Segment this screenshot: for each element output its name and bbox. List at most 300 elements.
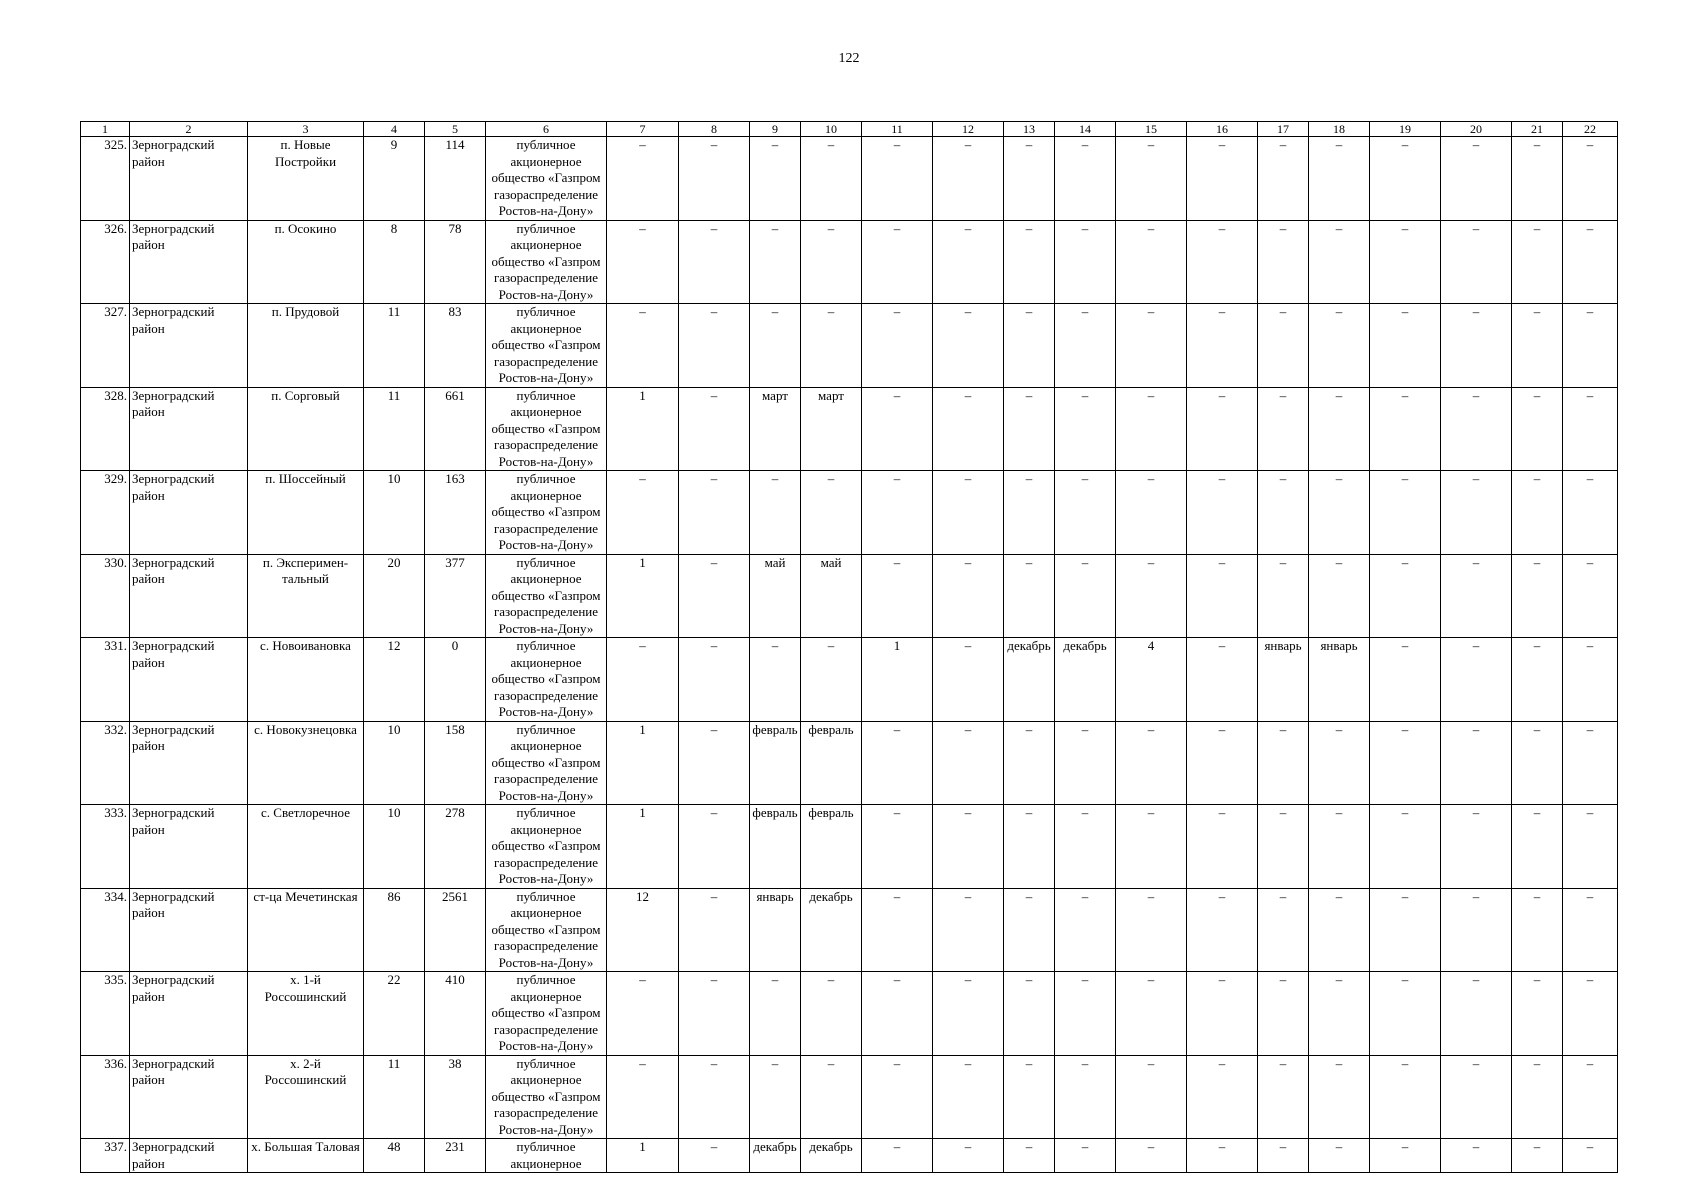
table-cell: – <box>1116 554 1187 638</box>
table-cell: – <box>862 1055 933 1139</box>
table-cell: 11 <box>364 1055 425 1139</box>
table-cell: – <box>1004 387 1055 471</box>
table-cell: – <box>1370 471 1441 555</box>
table-cell: – <box>1441 554 1512 638</box>
table-cell: – <box>1370 1055 1441 1139</box>
table-cell: – <box>1370 805 1441 889</box>
table-cell: публичное акционерное общество «Газпром газораспределение Ростов-на-Дону» <box>486 972 607 1056</box>
table-row <box>81 1055 1618 1139</box>
table-cell: 1 <box>607 805 679 889</box>
table-cell: – <box>1004 137 1055 221</box>
table-cell: Зерноградский район <box>130 638 248 722</box>
table-cell: 78 <box>425 220 486 304</box>
table-cell: – <box>607 137 679 221</box>
table-cell: – <box>801 220 862 304</box>
table-cell: – <box>1370 220 1441 304</box>
table-cell: – <box>1563 805 1618 889</box>
table-cell: – <box>1055 888 1116 972</box>
table-row <box>81 721 1618 805</box>
table-cell: Зерноградский район <box>130 471 248 555</box>
table-cell: 333. <box>81 805 130 889</box>
table-cell: – <box>1512 137 1563 221</box>
table-cell: – <box>1258 721 1309 805</box>
table-cell: 8 <box>364 220 425 304</box>
table-cell: – <box>1563 888 1618 972</box>
table-cell: – <box>1309 220 1370 304</box>
table-cell: ст-ца Мечетинская <box>248 888 364 972</box>
table-cell: – <box>1370 721 1441 805</box>
table-row <box>81 220 1618 304</box>
table-cell: – <box>1563 471 1618 555</box>
table-cell: – <box>1370 1139 1441 1173</box>
table-cell: – <box>1309 137 1370 221</box>
table-cell: – <box>1187 805 1258 889</box>
table-cell: – <box>1563 137 1618 221</box>
table-cell: – <box>1055 220 1116 304</box>
table-cell: – <box>933 137 1004 221</box>
table-cell: – <box>1512 1139 1563 1173</box>
table-cell: публичное акционерное общество «Газпром газораспределение Ростов-на-Дону» <box>486 1055 607 1139</box>
column-header: 1 <box>81 122 130 137</box>
table-cell: – <box>862 387 933 471</box>
table-cell: – <box>1004 304 1055 388</box>
table-cell: – <box>1116 1055 1187 1139</box>
table-cell: – <box>862 972 933 1056</box>
table-cell: Зерноградский район <box>130 137 248 221</box>
header-row <box>81 122 1618 137</box>
column-header: 3 <box>248 122 364 137</box>
table-row <box>81 805 1618 889</box>
table-cell: Зерноградский район <box>130 888 248 972</box>
table-cell: 12 <box>607 888 679 972</box>
table-cell: Зерноградский район <box>130 1055 248 1139</box>
table-cell: – <box>1441 387 1512 471</box>
table-cell: 2561 <box>425 888 486 972</box>
table-cell: – <box>1563 1055 1618 1139</box>
table-cell: – <box>933 1055 1004 1139</box>
table-cell: – <box>1004 1139 1055 1173</box>
table-cell: – <box>750 638 801 722</box>
table-cell: публичное акционерное <box>486 1139 607 1173</box>
table-cell: – <box>1441 805 1512 889</box>
table-cell: – <box>1187 638 1258 722</box>
table-cell: – <box>1258 471 1309 555</box>
table-cell: – <box>1055 972 1116 1056</box>
table-cell: 48 <box>364 1139 425 1173</box>
table-cell: – <box>1309 471 1370 555</box>
table-cell: – <box>1563 721 1618 805</box>
table-cell: январь <box>750 888 801 972</box>
table-cell: – <box>1055 721 1116 805</box>
column-header: 12 <box>933 122 1004 137</box>
table-cell: – <box>1187 888 1258 972</box>
table-cell: 326. <box>81 220 130 304</box>
table-cell: 325. <box>81 137 130 221</box>
table-cell: 163 <box>425 471 486 555</box>
table-cell: – <box>1187 137 1258 221</box>
table-cell: – <box>862 304 933 388</box>
table-cell: – <box>1116 1139 1187 1173</box>
table-cell: – <box>801 972 862 1056</box>
table-cell: 10 <box>364 805 425 889</box>
column-header: 19 <box>1370 122 1441 137</box>
table-cell: – <box>862 805 933 889</box>
table-cell: Зерноградский район <box>130 554 248 638</box>
table-cell: – <box>1187 554 1258 638</box>
table-cell: – <box>1055 471 1116 555</box>
table-cell: – <box>1004 805 1055 889</box>
table-cell: – <box>933 554 1004 638</box>
table-cell: декабрь <box>1004 638 1055 722</box>
table-cell: март <box>801 387 862 471</box>
table-cell: Зерноградский район <box>130 304 248 388</box>
table-cell: – <box>1116 888 1187 972</box>
table-cell: – <box>750 304 801 388</box>
table-cell: – <box>679 1139 750 1173</box>
table-cell: – <box>1512 638 1563 722</box>
table-cell: х. 2-й Россошинский <box>248 1055 364 1139</box>
table-cell: – <box>862 554 933 638</box>
table-cell: – <box>1441 888 1512 972</box>
table-cell: январь <box>1258 638 1309 722</box>
table-cell: – <box>801 1055 862 1139</box>
column-header: 2 <box>130 122 248 137</box>
table-cell: 1 <box>862 638 933 722</box>
table-cell: – <box>679 1055 750 1139</box>
table-cell: 1 <box>607 1139 679 1173</box>
table-cell: публичное акционерное общество «Газпром газораспределение Ростов-на-Дону» <box>486 471 607 555</box>
table-cell: х. 1-й Россошинский <box>248 972 364 1056</box>
table-cell: – <box>933 220 1004 304</box>
table-cell: 377 <box>425 554 486 638</box>
table-cell: 11 <box>364 387 425 471</box>
table-cell: 10 <box>364 471 425 555</box>
table-cell: февраль <box>801 805 862 889</box>
table-cell: – <box>1116 471 1187 555</box>
table-cell: 328. <box>81 387 130 471</box>
table-cell: с. Новокузнецовка <box>248 721 364 805</box>
table-cell: – <box>1512 220 1563 304</box>
table-cell: – <box>801 471 862 555</box>
table-cell: – <box>933 1139 1004 1173</box>
table-cell: – <box>1055 805 1116 889</box>
table-cell: – <box>1512 805 1563 889</box>
table-cell: – <box>1441 304 1512 388</box>
table-cell: 331. <box>81 638 130 722</box>
table-cell: – <box>1563 1139 1618 1173</box>
table-cell: февраль <box>801 721 862 805</box>
table-cell: 330. <box>81 554 130 638</box>
column-header: 20 <box>1441 122 1512 137</box>
table-cell: – <box>607 471 679 555</box>
table-cell: – <box>1258 554 1309 638</box>
table-row <box>81 554 1618 638</box>
table-cell: – <box>1055 304 1116 388</box>
table-cell: – <box>1309 387 1370 471</box>
table-cell: – <box>1512 888 1563 972</box>
table-cell: – <box>1055 554 1116 638</box>
table-cell: – <box>750 137 801 221</box>
table-cell: 20 <box>364 554 425 638</box>
table-cell: – <box>679 721 750 805</box>
table-cell: – <box>607 1055 679 1139</box>
table-cell: – <box>1309 554 1370 638</box>
table-cell: – <box>750 471 801 555</box>
table-cell: п. Шоссейный <box>248 471 364 555</box>
table-cell: – <box>1370 304 1441 388</box>
table-row <box>81 972 1618 1056</box>
table-cell: – <box>1563 554 1618 638</box>
data-table <box>80 121 1618 1173</box>
table-cell: – <box>750 972 801 1056</box>
column-header: 4 <box>364 122 425 137</box>
table-cell: Зерноградский район <box>130 220 248 304</box>
column-header: 7 <box>607 122 679 137</box>
table-cell: 335. <box>81 972 130 1056</box>
table-cell: – <box>1004 1055 1055 1139</box>
column-header: 16 <box>1187 122 1258 137</box>
table-row <box>81 1139 1618 1173</box>
table-cell: 9 <box>364 137 425 221</box>
page-number: 122 <box>838 51 860 66</box>
table-cell: – <box>679 972 750 1056</box>
column-header: 21 <box>1512 122 1563 137</box>
table-cell: – <box>607 220 679 304</box>
table-cell: – <box>607 638 679 722</box>
table-cell: – <box>1004 220 1055 304</box>
table-cell: п. Новые Постройки <box>248 137 364 221</box>
table-cell: п. Сорговый <box>248 387 364 471</box>
table-cell: – <box>679 471 750 555</box>
table-cell: 329. <box>81 471 130 555</box>
table-cell: – <box>1512 387 1563 471</box>
column-header: 22 <box>1563 122 1618 137</box>
table-cell: публичное акционерное общество «Газпром газораспределение Ростов-на-Дону» <box>486 638 607 722</box>
table-cell: – <box>1116 304 1187 388</box>
column-header: 13 <box>1004 122 1055 137</box>
table-cell: – <box>1004 471 1055 555</box>
table-cell: – <box>862 220 933 304</box>
table-cell: – <box>1512 471 1563 555</box>
table-cell: – <box>1258 888 1309 972</box>
table-cell: май <box>801 554 862 638</box>
table-cell: – <box>1309 805 1370 889</box>
table-cell: – <box>933 304 1004 388</box>
table-cell: – <box>1116 805 1187 889</box>
table-cell: 10 <box>364 721 425 805</box>
table-cell: – <box>1258 387 1309 471</box>
table-cell: – <box>862 137 933 221</box>
table-cell: 1 <box>607 554 679 638</box>
column-header: 17 <box>1258 122 1309 137</box>
table-cell: с. Новоивановка <box>248 638 364 722</box>
table-cell: – <box>1258 972 1309 1056</box>
table-cell: 1 <box>607 387 679 471</box>
table-cell: январь <box>1309 638 1370 722</box>
table-cell: – <box>1187 972 1258 1056</box>
table-cell: – <box>1187 1139 1258 1173</box>
table-cell: – <box>1441 1055 1512 1139</box>
table-cell: – <box>1004 888 1055 972</box>
table-cell: Зерноградский район <box>130 1139 248 1173</box>
table-cell: – <box>801 137 862 221</box>
table-cell: публичное акционерное общество «Газпром газораспределение Ростов-на-Дону» <box>486 220 607 304</box>
table-cell: 336. <box>81 1055 130 1139</box>
table-cell: – <box>1309 721 1370 805</box>
table-cell: 327. <box>81 304 130 388</box>
table-cell: 278 <box>425 805 486 889</box>
table-row <box>81 888 1618 972</box>
column-header: 11 <box>862 122 933 137</box>
table-row <box>81 471 1618 555</box>
column-header: 8 <box>679 122 750 137</box>
table-cell: 11 <box>364 304 425 388</box>
table-cell: х. Большая Таловая <box>248 1139 364 1173</box>
table-cell: 661 <box>425 387 486 471</box>
table-cell: п. Прудовой <box>248 304 364 388</box>
table-cell: – <box>801 304 862 388</box>
table-cell: 332. <box>81 721 130 805</box>
table-cell: – <box>933 805 1004 889</box>
column-header: 10 <box>801 122 862 137</box>
table-cell: Зерноградский район <box>130 721 248 805</box>
table-cell: – <box>1441 1139 1512 1173</box>
table-cell: февраль <box>750 721 801 805</box>
table-cell: – <box>801 638 862 722</box>
table-cell: – <box>862 471 933 555</box>
table-cell: – <box>1258 805 1309 889</box>
table-cell: 231 <box>425 1139 486 1173</box>
table-cell: – <box>862 721 933 805</box>
table-row <box>81 304 1618 388</box>
table-cell: декабрь <box>801 888 862 972</box>
table-cell: – <box>1309 888 1370 972</box>
table-cell: – <box>1258 304 1309 388</box>
table-cell: – <box>862 1139 933 1173</box>
column-header: 5 <box>425 122 486 137</box>
table-cell: публичное акционерное общество «Газпром газораспределение Ростов-на-Дону» <box>486 304 607 388</box>
table-cell: – <box>1563 387 1618 471</box>
table-cell: – <box>862 888 933 972</box>
table-cell: публичное акционерное общество «Газпром газораспределение Ростов-на-Дону» <box>486 387 607 471</box>
table-cell: – <box>1116 220 1187 304</box>
table-cell: 83 <box>425 304 486 388</box>
table-cell: публичное акционерное общество «Газпром газораспределение Ростов-на-Дону» <box>486 137 607 221</box>
table-row <box>81 387 1618 471</box>
table-cell: – <box>1441 220 1512 304</box>
table-cell: – <box>1512 1055 1563 1139</box>
table-cell: – <box>679 805 750 889</box>
table-cell: декабрь <box>1055 638 1116 722</box>
column-header: 6 <box>486 122 607 137</box>
table-cell: – <box>1563 638 1618 722</box>
table-cell: – <box>1258 1055 1309 1139</box>
table-cell: – <box>1116 137 1187 221</box>
table-cell: – <box>607 972 679 1056</box>
table-cell: 114 <box>425 137 486 221</box>
table-cell: февраль <box>750 805 801 889</box>
table-cell: – <box>1187 1055 1258 1139</box>
table-cell: декабрь <box>801 1139 862 1173</box>
column-header: 18 <box>1309 122 1370 137</box>
table-cell: – <box>1370 137 1441 221</box>
table-cell: – <box>1370 638 1441 722</box>
table-cell: – <box>933 387 1004 471</box>
table-cell: – <box>933 638 1004 722</box>
table-cell: Зерноградский район <box>130 972 248 1056</box>
table-cell: 334. <box>81 888 130 972</box>
table-cell: – <box>750 220 801 304</box>
table-cell: – <box>1309 1055 1370 1139</box>
table-cell: публичное акционерное общество «Газпром газораспределение Ростов-на-Дону» <box>486 721 607 805</box>
table-cell: – <box>1441 721 1512 805</box>
table-cell: – <box>1187 387 1258 471</box>
table-cell: публичное акционерное общество «Газпром газораспределение Ростов-на-Дону» <box>486 805 607 889</box>
table-cell: – <box>1055 387 1116 471</box>
table-cell: – <box>607 304 679 388</box>
table-cell: – <box>1116 721 1187 805</box>
table-cell: – <box>1512 554 1563 638</box>
table-cell: – <box>1309 1139 1370 1173</box>
table-cell: – <box>679 387 750 471</box>
table-cell: – <box>933 972 1004 1056</box>
table-cell: 86 <box>364 888 425 972</box>
table-cell: 410 <box>425 972 486 1056</box>
table-cell: – <box>679 220 750 304</box>
table-cell: публичное акционерное общество «Газпром газораспределение Ростов-на-Дону» <box>486 554 607 638</box>
table-cell: март <box>750 387 801 471</box>
table-cell: – <box>1004 721 1055 805</box>
table-row <box>81 638 1618 722</box>
table-cell: п. Осокино <box>248 220 364 304</box>
table-cell: – <box>1563 972 1618 1056</box>
table-cell: – <box>1258 137 1309 221</box>
table-cell: – <box>1187 304 1258 388</box>
table-cell: 22 <box>364 972 425 1056</box>
table-cell: – <box>1258 1139 1309 1173</box>
table-cell: – <box>933 471 1004 555</box>
table-cell: Зерноградский район <box>130 387 248 471</box>
table-cell: – <box>1055 1139 1116 1173</box>
table-cell: – <box>679 304 750 388</box>
table-row <box>81 137 1618 221</box>
table-cell: 158 <box>425 721 486 805</box>
table-cell: – <box>1512 721 1563 805</box>
table-cell: – <box>1441 972 1512 1056</box>
table-body <box>81 137 1618 1173</box>
table-cell: – <box>933 888 1004 972</box>
table-cell: публичное акционерное общество «Газпром газораспределение Ростов-на-Дону» <box>486 888 607 972</box>
table-cell: 1 <box>607 721 679 805</box>
table-cell: – <box>1441 471 1512 555</box>
table-cell: – <box>1309 972 1370 1056</box>
table-cell: – <box>1187 471 1258 555</box>
table-cell: – <box>1258 220 1309 304</box>
table-cell: – <box>1004 554 1055 638</box>
table-cell: – <box>1187 220 1258 304</box>
column-header: 14 <box>1055 122 1116 137</box>
table-cell: – <box>1441 137 1512 221</box>
table-cell: 4 <box>1116 638 1187 722</box>
table-cell: – <box>1370 972 1441 1056</box>
table-cell: – <box>933 721 1004 805</box>
table-cell: – <box>1512 304 1563 388</box>
table-cell: – <box>679 554 750 638</box>
table-cell: 0 <box>425 638 486 722</box>
table-cell: – <box>1055 137 1116 221</box>
table-cell: – <box>679 888 750 972</box>
table-cell: – <box>1116 972 1187 1056</box>
